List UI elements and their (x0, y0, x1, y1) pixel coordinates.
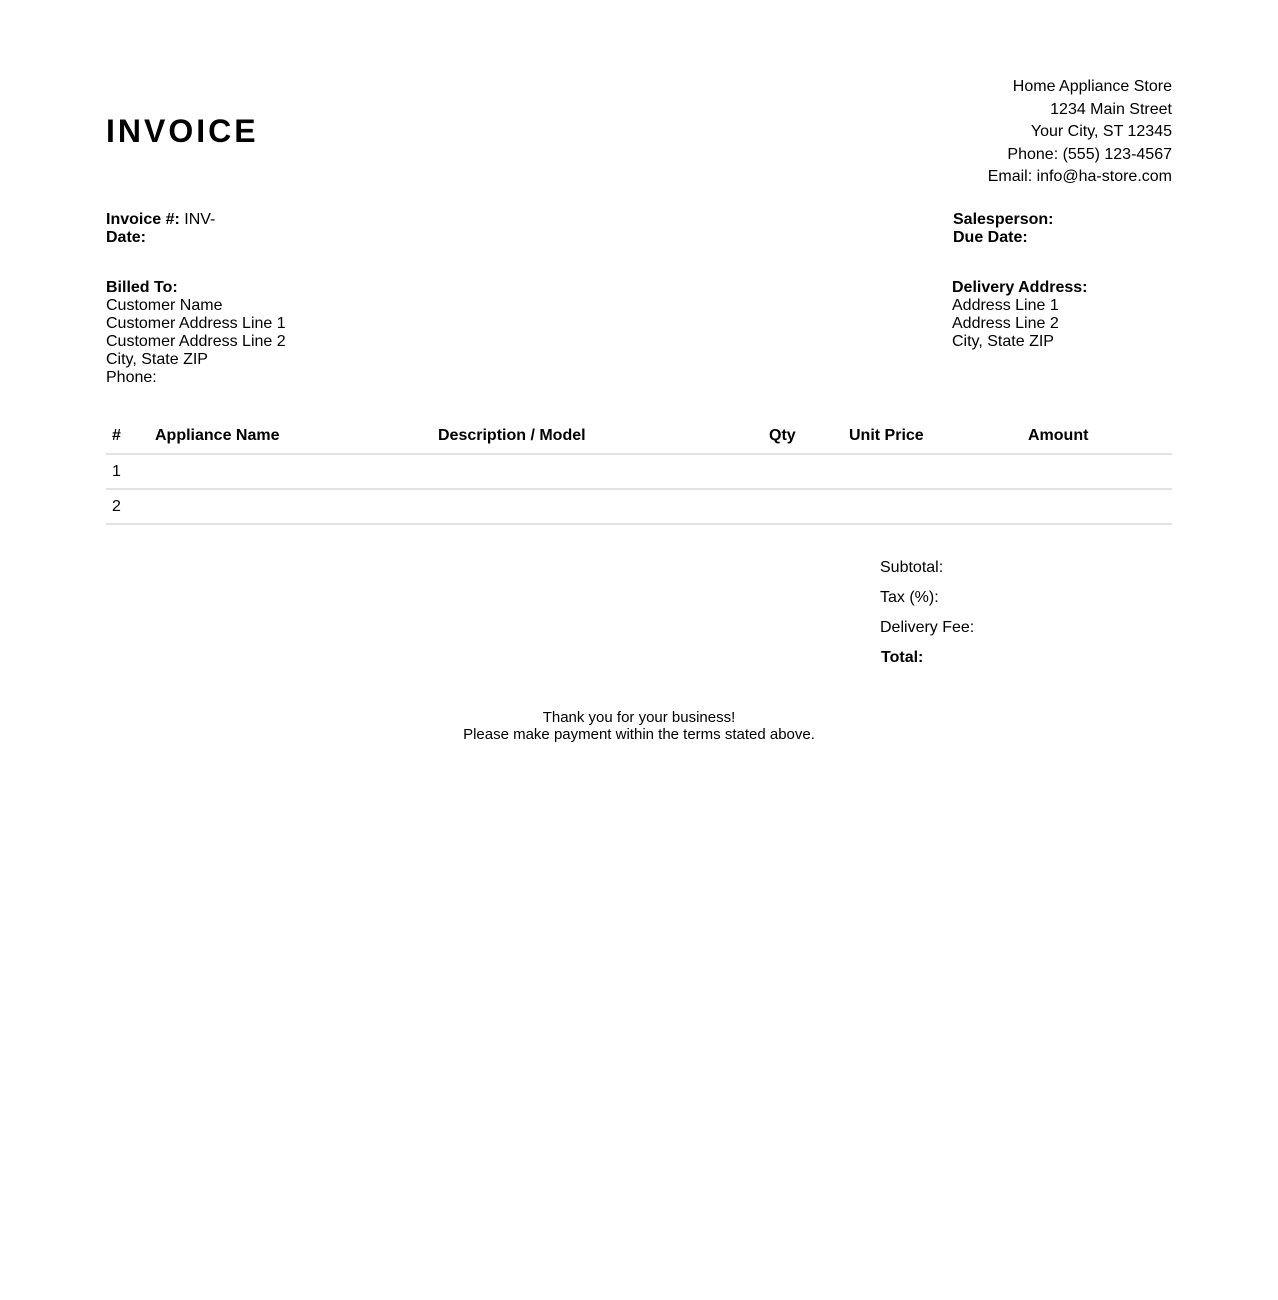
payment-terms-text: Please make payment within the terms stated above. (463, 726, 815, 743)
date-label: Date: (106, 229, 147, 246)
thank-you-text: Thank you for your business! (542, 709, 736, 726)
customer-phone: Phone: (106, 369, 157, 386)
store-phone: Phone: (555) 123-4567 (1007, 145, 1172, 163)
cell-appliance-name (149, 489, 432, 524)
delivery-address-block (952, 279, 1087, 351)
customer-city: City, State ZIP (106, 351, 208, 368)
delivery-city: City, State ZIP (952, 333, 1054, 350)
cell-amount (1022, 489, 1172, 524)
salesperson-label: Salesperson: (953, 211, 1054, 228)
store-name: Home Appliance Store (1012, 78, 1172, 95)
invoice-meta-left (106, 211, 215, 247)
items-table (106, 419, 1172, 525)
invoice-number (106, 211, 215, 229)
customer-address-2: Customer Address Line 2 (106, 333, 286, 350)
cell-description (432, 454, 763, 489)
totals-block (880, 553, 974, 673)
delivery-line-2: Address Line 2 (952, 315, 1059, 332)
tax-label: Tax (%): (880, 589, 939, 606)
col-unit-price: Unit Price (843, 419, 1022, 454)
total-label: Total: (881, 649, 924, 666)
cell-number: 2 (106, 489, 149, 524)
cell-qty (763, 489, 843, 524)
cell-appliance-name (149, 454, 432, 489)
billed-to-heading: Billed To: (106, 279, 178, 296)
customer-address-1: Customer Address Line 1 (106, 315, 286, 332)
table-row (106, 489, 1172, 524)
store-city: Your City, ST 12345 (1030, 123, 1172, 140)
invoice-number-value: INV- (179, 211, 216, 228)
delivery-line-1: Address Line 1 (952, 297, 1059, 314)
cell-number: 1 (106, 454, 149, 489)
store-street: 1234 Main Street (1050, 100, 1172, 118)
customer-name: Customer Name (106, 297, 223, 314)
col-qty: Qty (763, 419, 843, 454)
table-row (106, 454, 1172, 489)
cell-unit-price (843, 454, 1022, 489)
table-header-row (106, 419, 1172, 454)
cell-amount (1022, 454, 1172, 489)
invoice-title: INVOICE (106, 113, 259, 149)
store-email: Email: info@ha-store.com (987, 168, 1172, 185)
cell-description (432, 489, 763, 524)
billed-to-block (106, 279, 286, 387)
subtotal-label: Subtotal: (880, 559, 944, 576)
col-description: Description / Model (432, 419, 763, 454)
cell-unit-price (843, 489, 1022, 524)
col-appliance-name: Appliance Name (149, 419, 432, 454)
delivery-heading: Delivery Address: (952, 279, 1088, 296)
cell-qty (763, 454, 843, 489)
invoice-number-label: Invoice #: (106, 211, 180, 228)
due-date-label: Due Date: (953, 229, 1028, 246)
footer-note (106, 709, 1172, 743)
col-number: # (106, 419, 149, 454)
store-info (988, 76, 1172, 189)
delivery-fee-label: Delivery Fee: (880, 619, 975, 636)
invoice-meta-right (953, 211, 1053, 247)
col-amount: Amount (1022, 419, 1172, 454)
